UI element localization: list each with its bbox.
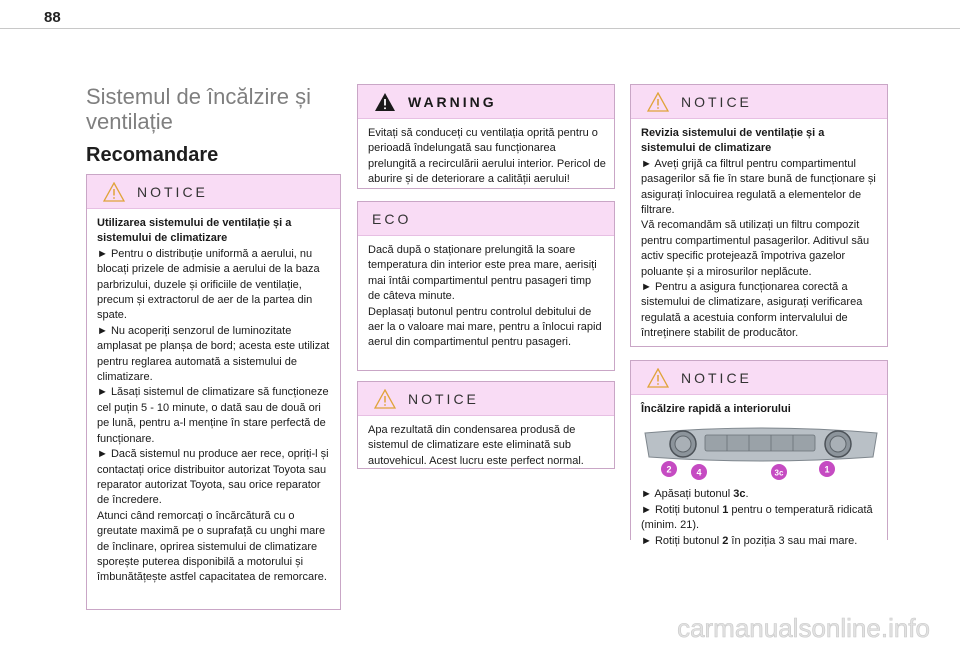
header-divider	[0, 28, 960, 29]
callout-2: 2	[666, 464, 672, 475]
step-button-ref: 3c	[733, 488, 746, 501]
notice-box-condensation	[357, 381, 615, 469]
section-title: Recomandare	[86, 144, 219, 166]
notice-header	[631, 85, 887, 119]
warning-triangle-icon	[647, 368, 669, 388]
notice-item: ► Aveți grijă ca filtrul pentru compartimentul pasagerilor să fie în stare bună de funcționare și asigurați înlocuirea regulată a elementelor de filtrare.	[641, 157, 876, 217]
step-text: ► Rotiți butonul	[641, 534, 723, 547]
callout-4: 4	[696, 467, 702, 478]
step-text: .	[745, 488, 749, 501]
eco-header	[358, 202, 614, 236]
page-number: 88	[44, 9, 61, 26]
step-text: pentru o temperatură ridicată (minim. 21).	[641, 503, 873, 532]
warning-label: WARNING	[408, 93, 497, 110]
notice-text: Apa rezultată din condensarea produsă de sistemul de climatizare este eliminată sub autovehicul. Acest lucru este perfect normal.	[368, 424, 584, 467]
notice-label: NOTICE	[681, 369, 752, 386]
notice-heading: Încălzire rapidă a interiorului	[641, 403, 791, 415]
notice-label: NOTICE	[408, 390, 479, 407]
warning-text: Evitați să conduceți cu ventilația oprită pentru o perioadă îndelungată sau funcționarea prelungită a recirculării aerului interior. Pericol de aburire și de deteriorare a calității aerului!	[368, 127, 606, 186]
notice-header	[631, 361, 887, 395]
eco-text: Deplasați butonul pentru controlul debitului de aer la o valoare mai mare, pentru a înlocui rapid aerul din compartimentul pentru pasageri.	[368, 305, 602, 349]
notice-label: NOTICE	[681, 93, 752, 110]
eco-text: Dacă după o staționare prelungită la soare temperatura din interior este prea mare, aerisiți mai întâi compartimentul pentru pasageri timp de câteva minute.	[368, 244, 597, 303]
warning-header	[358, 85, 614, 119]
notice-box-usage	[86, 174, 341, 610]
watermark-drawing	[0, 610, 960, 644]
callout-3c: 3c	[774, 468, 784, 478]
instruction-step	[641, 503, 879, 534]
watermark-text: carmanualsonline.info	[677, 613, 930, 643]
notice-item: Vă recomandăm să utilizați un filtru compozit pentru compartimentul pasagerilor. Aditivul său activ specific protejează împotriva gazelor poluante și a mirosurilor neplăcute.	[641, 219, 870, 278]
page-title: Sistemul de încălzire și ventilație	[86, 84, 311, 134]
warning-triangle-icon	[374, 389, 396, 409]
warning-box	[357, 84, 615, 189]
notice-header	[87, 175, 340, 209]
instruction-step	[641, 534, 879, 549]
notice-heading: Utilizarea sistemului de ventilație și a sistemului de climatizare	[97, 217, 292, 245]
notice-box-maintenance	[630, 84, 888, 347]
notice-header	[358, 382, 614, 416]
step-button-ref: 1	[722, 503, 729, 516]
warning-triangle-icon	[374, 92, 396, 112]
callout-1: 1	[824, 464, 830, 475]
eco-label: ECO	[372, 210, 412, 227]
notice-item: ► Pentru o distribuție uniformă a aerului, nu blocați prizele de admisie a aerului de la baza parbrizului, duzele și orificiile de ventilație, precum și extractorul de aer de la partea din spate.	[97, 247, 320, 322]
notice-item: Atunci când remorcați o încărcătură cu o greutate maximă pe o suprafață cu unghi mare de înclinare, oprirea sistemului de climatizare sporește puterea disponibilă a motorului și îmbunătățește astfel capacitatea de remorcare.	[97, 509, 327, 584]
notice-item: ► Dacă sistemul nu produce aer rece, opriți-l și contactați orice distribuitor autorizat Toyota sau reparator autorizat Toyota, sau orice reparator de încredere.	[97, 448, 329, 507]
notice-label: NOTICE	[137, 183, 208, 200]
notice-heading: Revizia sistemului de ventilație și a sistemului de climatizare	[641, 127, 825, 155]
step-text: ► Apăsați butonul	[641, 488, 734, 501]
instruction-step	[641, 487, 879, 502]
notice-item: ► Lăsați sistemul de climatizare să funcționeze cel puțin 5 - 10 minute, o dată sau de două ori pe lună, pentru a-l menține în stare perfectă de funcționare.	[97, 386, 329, 445]
warning-triangle-icon	[647, 92, 669, 112]
step-text: ► Rotiți butonul	[641, 503, 723, 516]
notice-item: ► Pentru a asigura funcționarea corectă a sistemului de climatizare, asigurați verificarea regulată a acestuia conform intervalului de întreținere stabilit de producător.	[641, 281, 863, 340]
footer-watermark	[0, 610, 960, 649]
notice-box-quick-heating	[630, 360, 888, 547]
notice-item: ► Nu acoperiți senzorul de luminozitate amplasat pe planșa de bord; acesta este utilizat pentru reglarea automată a sistemului de climatizare.	[97, 324, 330, 384]
step-button-ref: 2	[722, 534, 729, 547]
warning-triangle-icon	[103, 182, 125, 202]
climate-control-panel-image	[641, 423, 881, 481]
step-text: în poziția 3 sau mai mare.	[728, 534, 858, 547]
eco-box	[357, 201, 615, 371]
climate-panel-drawing	[641, 423, 881, 481]
